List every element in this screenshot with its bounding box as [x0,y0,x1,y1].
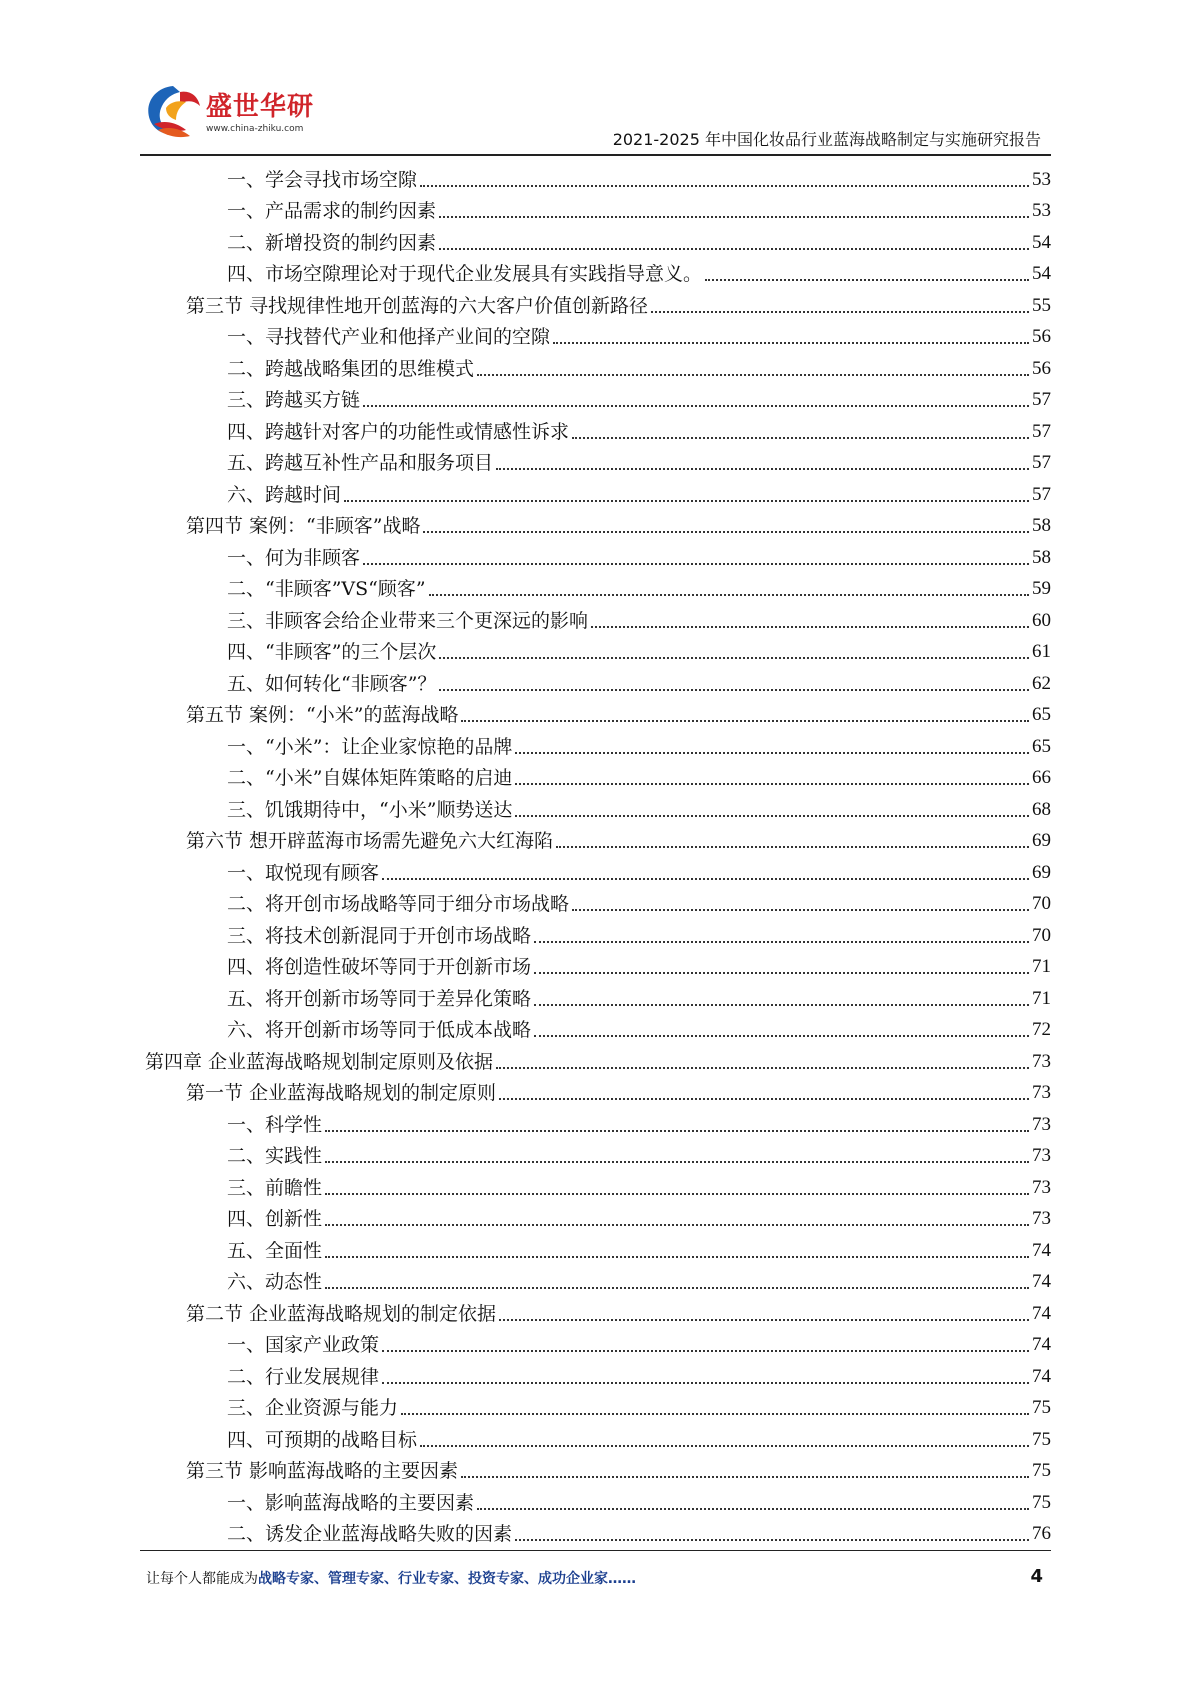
toc-entry-label: 五、跨越互补性产品和服务项目 [227,452,494,474]
toc-entry-page: 69 [1032,861,1051,883]
toc-entry-label: 五、全面性 [227,1239,323,1262]
toc-entry-label: 二、新增投资的制约因素 [227,231,437,254]
toc-leader-dots [439,657,1029,659]
toc-leader-dots [515,752,1029,754]
toc-entry[interactable] [0,1263,1191,1295]
toc-leader-dots [553,342,1029,344]
toc-leader-dots [651,311,1029,313]
toc-entry-label: 三、前瞻性 [227,1176,323,1199]
toc-leader-dots [496,468,1029,470]
toc-entry-page: 60 [1032,609,1051,631]
toc-entry-page: 75 [1032,1460,1051,1481]
toc-entry-page: 58 [1032,546,1051,568]
footer-divider [140,1550,1051,1551]
toc-entry-page: 55 [1032,294,1051,316]
toc-entry-page: 72 [1032,1019,1051,1040]
toc-leader-dots [325,1130,1029,1132]
toc-entry[interactable] [0,601,1191,633]
toc-entry-label: 二、“小米”自媒体矩阵策略的启迪 [227,767,513,789]
toc-entry-page: 74 [1032,1334,1051,1355]
toc-entry[interactable] [0,192,1191,224]
toc-entry-page: 57 [1032,420,1051,442]
toc-leader-dots [363,563,1029,565]
toc-entry-page: 75 [1032,1491,1051,1513]
toc-entry-label: 第五节 案例：“小米”的蓝海战略 [186,704,459,726]
report-title: 2021-2025 年中国化妆品行业蓝海战略制定与实施研究报告 [612,130,1041,149]
toc-entry-page: 75 [1032,1428,1051,1450]
toc-entry-page: 75 [1032,1397,1051,1418]
toc-entry-page: 74 [1032,1271,1051,1292]
toc-entry[interactable] [0,444,1191,476]
toc-leader-dots [499,1098,1029,1100]
toc-entry-page: 73 [1032,1113,1051,1135]
toc-entry-page: 62 [1032,672,1051,694]
toc-entry[interactable] [0,570,1191,602]
toc-entry-label: 一、寻找替代产业和他择产业间的空隙 [227,326,551,348]
logo-url: www.china-zhiku.com [206,124,304,134]
toc-leader-dots [382,1350,1029,1352]
toc-entry-page: 57 [1032,452,1051,473]
toc-leader-dots [401,1413,1029,1415]
toc-leader-dots [439,216,1029,218]
toc-entry[interactable] [0,1200,1191,1232]
toc-leader-dots [496,1067,1029,1069]
toc-entry-page: 65 [1032,704,1051,725]
toc-entry-page: 54 [1032,231,1051,253]
toc-entry-label: 二、实践性 [227,1145,323,1167]
toc-entry-page: 74 [1032,1302,1051,1324]
toc-entry-page: 70 [1032,893,1051,914]
toc-entry-label: 第三节 影响蓝海战略的主要因素 [186,1460,459,1482]
toc-entry[interactable] [0,1011,1191,1043]
toc-entry[interactable] [0,255,1191,287]
toc-entry[interactable] [0,1042,1191,1074]
toc-entry-label: 一、影响蓝海战略的主要因素 [227,1491,475,1514]
toc-leader-dots [325,1287,1029,1289]
toc-entry[interactable] [0,664,1191,696]
toc-entry-label: 三、跨越买方链 [227,389,361,411]
toc-leader-dots [499,1319,1029,1321]
toc-leader-dots [572,437,1029,439]
toc-entry-label: 一、学会寻找市场空隙 [227,168,418,191]
toc-entry[interactable] [0,1231,1191,1263]
toc-entry-label: 一、科学性 [227,1113,323,1136]
toc-entry[interactable] [0,1168,1191,1200]
toc-entry-label: 第六节 想开辟蓝海市场需先避免六大红海陷 [186,830,554,852]
toc-entry-page: 56 [1032,357,1051,379]
toc-entry-label: 二、“非顾客”VS“顾客” [227,578,426,600]
toc-entry-page: 73 [1032,1050,1051,1072]
toc-entry-label: 六、跨越时间 [227,483,342,506]
toc-entry[interactable] [0,979,1191,1011]
toc-entry[interactable] [0,822,1191,854]
toc-entry[interactable] [0,1326,1191,1358]
toc-leader-dots [705,279,1029,281]
toc-leader-dots [382,1382,1029,1384]
logo-name: 盛世华研 [206,92,315,122]
toc-entry[interactable] [0,1137,1191,1169]
toc-entry[interactable] [0,1420,1191,1452]
page-number: 4 [1030,1566,1043,1587]
toc-entry-label: 四、创新性 [227,1208,323,1230]
table-of-contents [0,160,1191,1546]
toc-entry-page: 73 [1032,1176,1051,1198]
toc-entry-label: 二、诱发企业蓝海战略失败的因素 [227,1523,513,1545]
toc-entry-page: 53 [1032,168,1051,190]
toc-entry-label: 四、将创造性破坏等同于开创新市场 [227,956,532,978]
toc-entry[interactable] [0,1294,1191,1326]
toc-entry-label: 四、可预期的战略目标 [227,1428,418,1451]
toc-entry-page: 68 [1032,798,1051,820]
toc-entry-label: 一、产品需求的制约因素 [227,200,437,222]
toc-entry-page: 59 [1032,578,1051,599]
toc-leader-dots [534,972,1029,974]
toc-entry[interactable] [0,381,1191,413]
toc-entry-label: 三、企业资源与能力 [227,1397,399,1419]
toc-entry-label: 五、如何转化“非顾客”？ [227,672,437,695]
toc-entry-page: 53 [1032,200,1051,221]
toc-entry-page: 54 [1032,263,1051,284]
page-header [0,0,1191,150]
toc-leader-dots [439,248,1029,250]
toc-entry-page: 73 [1032,1208,1051,1229]
toc-leader-dots [556,846,1029,848]
toc-leader-dots [572,909,1029,911]
toc-leader-dots [515,1539,1029,1541]
toc-entry-page: 73 [1032,1145,1051,1166]
toc-entry[interactable] [0,349,1191,381]
toc-entry-label: 四、跨越针对客户的功能性或情感性诉求 [227,420,570,443]
logo-emblem-icon [140,80,206,146]
toc-entry-page: 61 [1032,641,1051,662]
toc-entry[interactable] [0,633,1191,665]
toc-entry-label: 四、“非顾客”的三个层次 [227,641,437,663]
toc-entry[interactable] [0,1452,1191,1484]
toc-entry[interactable] [0,318,1191,350]
toc-entry[interactable] [0,853,1191,885]
company-logo [140,80,315,150]
toc-leader-dots [325,1161,1029,1163]
toc-entry[interactable] [0,1357,1191,1389]
toc-entry-label: 三、将技术创新混同于开创市场战略 [227,924,532,947]
toc-leader-dots [477,374,1029,376]
toc-entry-page: 57 [1032,483,1051,505]
toc-entry[interactable] [0,412,1191,444]
toc-entry-label: 二、跨越战略集团的思维模式 [227,357,475,380]
toc-entry-label: 三、非顾客会给企业带来三个更深远的影响 [227,609,589,632]
toc-leader-dots [420,185,1029,187]
footer-slogan-prefix: 让每个人都能成为 [146,1571,258,1587]
toc-entry[interactable] [0,538,1191,570]
toc-entry[interactable] [0,1105,1191,1137]
toc-entry[interactable] [0,160,1191,192]
toc-entry-label: 一、何为非顾客 [227,546,361,569]
toc-leader-dots [429,594,1029,596]
toc-entry[interactable] [0,223,1191,255]
toc-entry-page: 66 [1032,767,1051,788]
toc-leader-dots [344,500,1029,502]
toc-entry-page: 69 [1032,830,1051,851]
toc-entry-label: 三、饥饿期待中，“小米”顺势送达 [227,798,513,821]
toc-entry-label: 二、将开创市场战略等同于细分市场战略 [227,893,570,915]
toc-entry[interactable] [0,790,1191,822]
toc-entry-page: 74 [1032,1239,1051,1261]
toc-entry-page: 74 [1032,1365,1051,1387]
toc-entry-label: 六、将开创新市场等同于低成本战略 [227,1019,532,1041]
toc-leader-dots [325,1224,1029,1226]
toc-entry-label: 五、将开创新市场等同于差异化策略 [227,987,532,1010]
toc-entry[interactable] [0,759,1191,791]
toc-entry-label: 第四节 案例：“非顾客”战略 [186,515,421,537]
toc-entry[interactable] [0,1074,1191,1106]
toc-leader-dots [325,1193,1029,1195]
toc-leader-dots [591,626,1029,628]
toc-entry-page: 71 [1032,956,1051,977]
toc-leader-dots [534,1035,1029,1037]
toc-entry-label: 第四章 企业蓝海战略规划制定原则及依据 [145,1050,494,1073]
toc-leader-dots [534,1004,1029,1006]
toc-entry-label: 一、取悦现有顾客 [227,861,380,884]
footer-slogan-highlight: 战略专家、管理专家、行业专家、投资专家、成功企业家…… [258,1571,636,1587]
toc-entry[interactable] [0,286,1191,318]
toc-entry-label: 六、动态性 [227,1271,323,1293]
toc-leader-dots [461,720,1029,722]
toc-entry[interactable] [0,948,1191,980]
toc-entry-label: 二、行业发展规律 [227,1365,380,1388]
toc-entry-page: 70 [1032,924,1051,946]
header-divider [140,154,1051,156]
toc-entry[interactable] [0,727,1191,759]
toc-entry[interactable] [0,916,1191,948]
toc-entry[interactable] [0,1483,1191,1515]
toc-entry-label: 第三节 寻找规律性地开创蓝海的六大客户价值创新路径 [186,294,649,317]
toc-entry[interactable] [0,696,1191,728]
toc-entry-page: 58 [1032,515,1051,536]
toc-entry-label: 四、市场空隙理论对于现代企业发展具有实践指导意义。 [227,263,703,285]
toc-entry-page: 57 [1032,389,1051,410]
toc-entry[interactable] [0,475,1191,507]
toc-leader-dots [461,1476,1029,1478]
toc-leader-dots [363,405,1029,407]
toc-entry-label: 第一节 企业蓝海战略规划的制定原则 [186,1082,497,1104]
toc-entry[interactable] [0,885,1191,917]
footer-slogan [146,1568,636,1588]
toc-leader-dots [439,689,1029,691]
toc-entry-page: 76 [1032,1523,1051,1544]
toc-leader-dots [515,815,1029,817]
toc-leader-dots [423,531,1029,533]
toc-entry-label: 一、国家产业政策 [227,1334,380,1356]
toc-leader-dots [420,1445,1029,1447]
toc-entry-page: 56 [1032,326,1051,347]
toc-leader-dots [515,783,1029,785]
toc-entry-label: 第二节 企业蓝海战略规划的制定依据 [186,1302,497,1325]
toc-entry[interactable] [0,507,1191,539]
toc-entry[interactable] [0,1515,1191,1547]
toc-leader-dots [325,1256,1029,1258]
toc-entry-page: 73 [1032,1082,1051,1103]
toc-entry-label: 一、“小米”：让企业家惊艳的品牌 [227,735,513,758]
toc-entry-page: 65 [1032,735,1051,757]
toc-entry-page: 71 [1032,987,1051,1009]
toc-leader-dots [382,878,1029,880]
toc-leader-dots [534,941,1029,943]
toc-leader-dots [477,1508,1029,1510]
toc-entry[interactable] [0,1389,1191,1421]
